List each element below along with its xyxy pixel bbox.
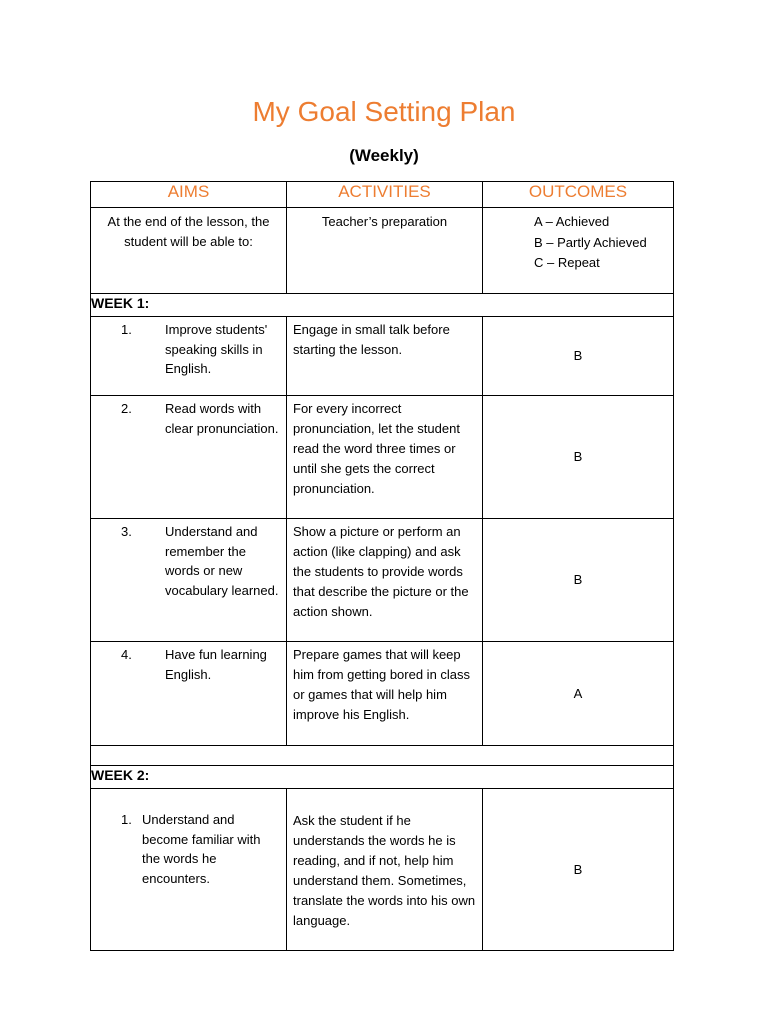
legend-item: C – Repeat <box>534 255 600 270</box>
activity-cell: For every incorrect pronunciation, let the student read the word three times or until she gets the correct pronunciation. <box>287 396 483 519</box>
table-row <box>91 519 674 642</box>
header-aims: AIMS <box>91 182 287 208</box>
aim-number: 1. <box>121 322 132 337</box>
page-title: My Goal Setting Plan <box>252 96 516 127</box>
header-activities: ACTIVITIES <box>287 182 483 208</box>
table-row <box>91 317 674 396</box>
week-1-row <box>91 294 674 317</box>
table-row <box>91 642 674 746</box>
table-row <box>91 396 674 519</box>
aim-text: Read words with clear pronunciation. <box>165 401 279 436</box>
outcome-cell: B <box>483 396 674 519</box>
header-outcomes: OUTCOMES <box>483 182 674 208</box>
activity-cell: Engage in small talk before starting the lesson. <box>287 317 483 396</box>
intro-activities: Teacher’s preparation <box>287 208 483 294</box>
week-2-label: WEEK 2: <box>91 766 674 789</box>
aim-number: 1. <box>121 812 132 827</box>
aim-cell <box>91 317 287 396</box>
aim-number: 3. <box>121 524 132 539</box>
goal-plan-table <box>90 181 674 951</box>
aim-text: Have fun learning English. <box>165 647 267 682</box>
outcome-legend <box>483 208 674 294</box>
aim-number: 2. <box>121 401 132 416</box>
outcome-cell: A <box>483 642 674 746</box>
outcome-cell: B <box>483 789 674 951</box>
table-row <box>91 789 674 951</box>
aim-cell <box>91 519 287 642</box>
outcome-cell: B <box>483 317 674 396</box>
activity-cell: Ask the student if he understands the words he is reading, and if not, help him understand them. Sometimes, translate the words into his own language. <box>287 789 483 951</box>
week-2-row <box>91 766 674 789</box>
intro-row <box>91 208 674 294</box>
activity-cell: Prepare games that will keep him from getting bored in class or games that will help him improve his English. <box>287 642 483 746</box>
aim-cell <box>91 789 287 951</box>
page-subtitle: (Weekly) <box>349 146 419 165</box>
week-1-label: WEEK 1: <box>91 294 674 317</box>
aim-text: Improve students' speaking skills in English. <box>165 322 268 376</box>
aim-text: Understand and become familiar with the words he encounters. <box>142 812 261 886</box>
spacer-row <box>91 746 674 766</box>
table-header-row <box>91 182 674 208</box>
activity-cell: Show a picture or perform an action (like clapping) and ask the students to provide words that describe the picture or the action shown. <box>287 519 483 642</box>
legend-item: B – Partly Achieved <box>534 234 647 250</box>
aim-cell <box>91 642 287 746</box>
intro-aims: At the end of the lesson, the student will be able to: <box>91 208 287 294</box>
empty-cell <box>91 746 674 766</box>
outcome-cell: B <box>483 519 674 642</box>
aim-cell <box>91 396 287 519</box>
aim-number: 4. <box>121 647 132 662</box>
aim-text: Understand and remember the words or new vocabulary learned. <box>165 524 279 598</box>
legend-item: A – Achieved <box>534 214 610 229</box>
